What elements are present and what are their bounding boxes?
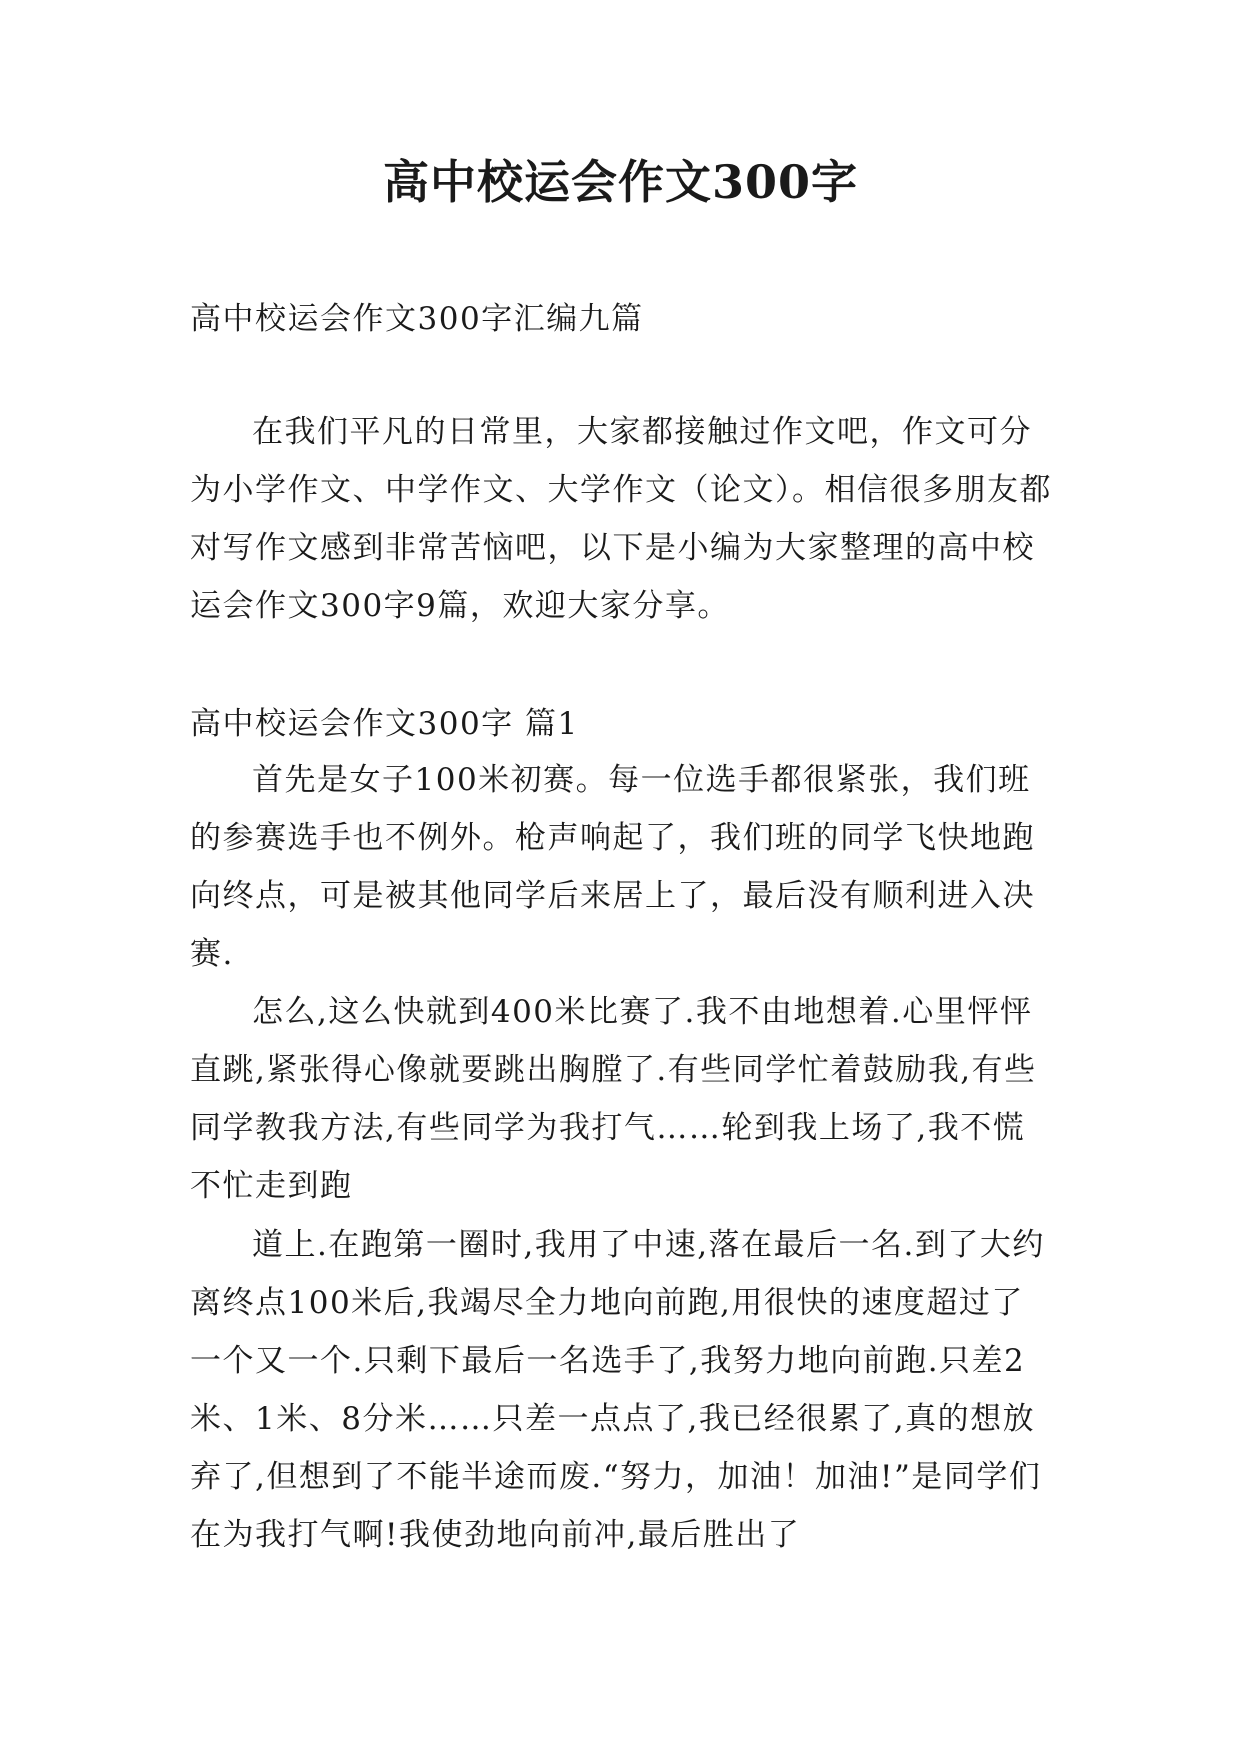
body-paragraph: 首先是女子100米初赛。每一位选手都很紧张，我们班的参赛选手也不例外。枪声响起了，我们班的同学飞快地跑向终点，可是被其他同学后来居上了，最后没有顺利进入决赛. xyxy=(190,762,1035,972)
body-paragraph: 道上.在跑第一圈时,我用了中速,落在最后一名.到了大约离终点100米后,我竭尽全力地向前跑,用很快的速度超过了一个又一个.只剩下最后一名选手了,我努力地向前跑.只差2米、1米、8分米……只差一点点了,我已经很累了,真的想放弃了,但想到了不能半途而废.“努力，加油！加油!”是同学们在为我打气啊!我使劲地向前冲,最后胜出了 xyxy=(190,1227,1045,1553)
body-paragraph: 怎么,这么快就到400米比赛了.我不由地想着.心里怦怦直跳,紧张得心像就要跳出胸膛了.有些同学忙着鼓励我,有些同学教我方法,有些同学为我打气……轮到我上场了,我不慌不忙走到跑 xyxy=(190,994,1037,1204)
intro-paragraph: 在我们平凡的日常里，大家都接触过作文吧，作文可分为小学作文、中学作文、大学作文（论文）。相信很多朋友都对写作文感到非常苦恼吧，以下是小编为大家整理的高中校运会作文300字9篇，欢迎大家分享。 xyxy=(190,414,1052,624)
section-heading: 高中校运会作文300字 篇1 xyxy=(190,706,579,742)
document-title: 高中校运会作文300字 xyxy=(382,155,859,209)
document-subtitle: 高中校运会作文300字汇编九篇 xyxy=(190,301,644,337)
